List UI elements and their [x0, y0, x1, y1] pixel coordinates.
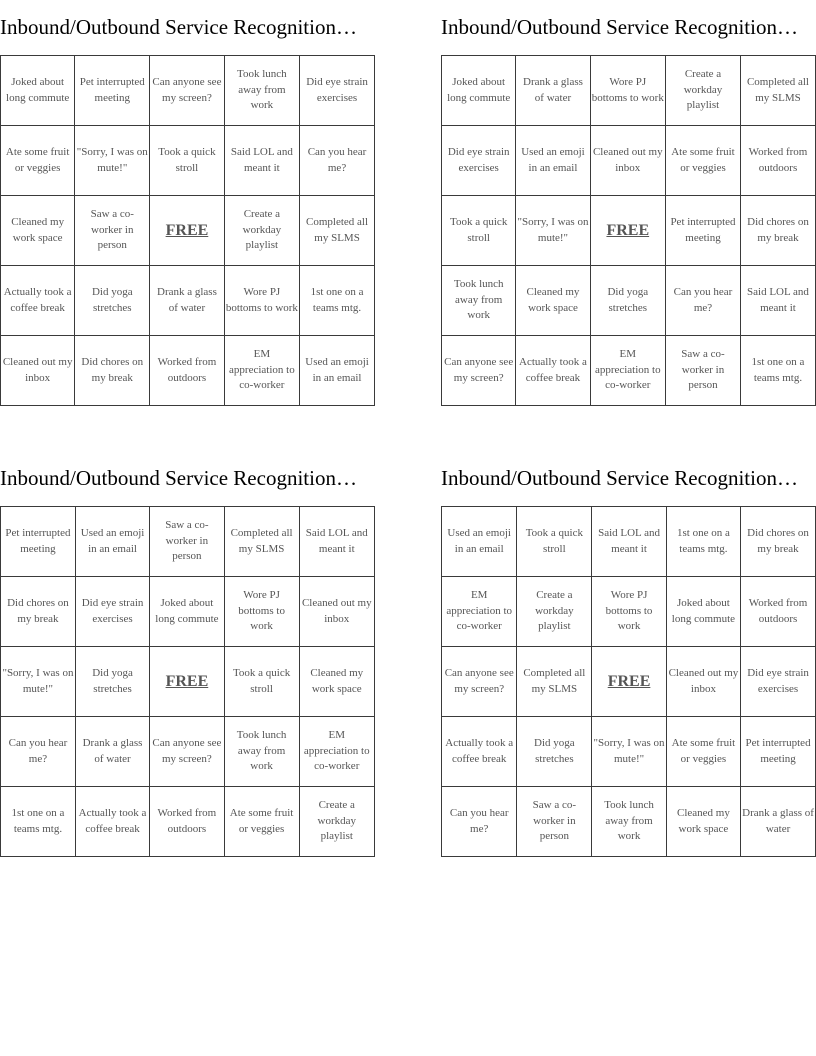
- bingo-cell: Ate some fruit or veggies: [224, 787, 299, 857]
- bingo-grid: [441, 506, 816, 857]
- bingo-cell: Can you hear me?: [300, 126, 375, 196]
- bingo-row: [1, 56, 375, 126]
- bingo-cell: Create a workday playlist: [517, 577, 592, 647]
- bingo-cell: Joked about long commute: [442, 56, 516, 126]
- bingo-cell: Did eye strain exercises: [300, 56, 375, 126]
- bingo-cell: 1st one on a teams mtg.: [666, 507, 740, 577]
- bingo-cell: EM appreciation to co-worker: [299, 717, 374, 787]
- bingo-cell: Joked about long commute: [150, 577, 224, 647]
- bingo-cell: Did chores on my break: [741, 507, 816, 577]
- bingo-cell: Completed all my SLMS: [517, 647, 592, 717]
- bingo-cell: Took a quick stroll: [442, 196, 516, 266]
- bingo-row: [1, 577, 375, 647]
- bingo-cell: Ate some fruit or veggies: [666, 126, 741, 196]
- card-title: Inbound/Outbound Service Recognition…: [441, 15, 798, 39]
- bingo-cell: EM appreciation to co-worker: [442, 577, 517, 647]
- bingo-cell: Pet interrupted meeting: [1, 507, 76, 577]
- bingo-row: [442, 196, 816, 266]
- bingo-cell: Drank a glass of water: [741, 787, 816, 857]
- bingo-cell: Took lunch away from work: [592, 787, 666, 857]
- bingo-cell: 1st one on a teams mtg.: [300, 266, 375, 336]
- bingo-cell: "Sorry, I was on mute!": [1, 647, 76, 717]
- bingo-cell: Cleaned out my inbox: [666, 647, 740, 717]
- bingo-cell: Used an emoji in an email: [442, 507, 517, 577]
- bingo-cell: Saw a co-worker in person: [150, 507, 224, 577]
- bingo-cell: Did yoga stretches: [75, 647, 149, 717]
- bingo-grid: [441, 55, 816, 406]
- bingo-cell: Ate some fruit or veggies: [666, 717, 740, 787]
- bingo-cell: Wore PJ bottoms to work: [224, 266, 299, 336]
- bingo-cell: Drank a glass of water: [516, 56, 590, 126]
- bingo-cell: Cleaned my work space: [299, 647, 374, 717]
- bingo-row: [1, 126, 375, 196]
- bingo-cell: Create a workday playlist: [224, 196, 299, 266]
- bingo-cell: Actually took a coffee break: [442, 717, 517, 787]
- bingo-cell: Create a workday playlist: [299, 787, 374, 857]
- bingo-cell: Pet interrupted meeting: [75, 56, 150, 126]
- bingo-cell: Actually took a coffee break: [1, 266, 75, 336]
- bingo-row: [442, 56, 816, 126]
- bingo-cell: 1st one on a teams mtg.: [740, 336, 815, 406]
- bingo-cell: Cleaned out my inbox: [590, 126, 665, 196]
- bingo-cell: Took a quick stroll: [150, 126, 224, 196]
- bingo-cell: Actually took a coffee break: [516, 336, 590, 406]
- bingo-row: [442, 336, 816, 406]
- bingo-cell: "Sorry, I was on mute!": [75, 126, 150, 196]
- bingo-cell: Completed all my SLMS: [224, 507, 299, 577]
- bingo-cell: Can you hear me?: [1, 717, 76, 787]
- bingo-cell: Cleaned my work space: [666, 787, 740, 857]
- bingo-cell: Took lunch away from work: [224, 56, 299, 126]
- bingo-cell: Completed all my SLMS: [300, 196, 375, 266]
- free-space-cell: FREE: [592, 647, 666, 717]
- bingo-cell: Did chores on my break: [1, 577, 76, 647]
- bingo-cell: Took a quick stroll: [224, 647, 299, 717]
- bingo-cell: Drank a glass of water: [150, 266, 224, 336]
- bingo-cell: Cleaned my work space: [1, 196, 75, 266]
- bingo-cell: 1st one on a teams mtg.: [1, 787, 76, 857]
- bingo-cell: Wore PJ bottoms to work: [592, 577, 666, 647]
- bingo-cell: Worked from outdoors: [741, 577, 816, 647]
- bingo-cell: Ate some fruit or veggies: [1, 126, 75, 196]
- bingo-cell: Wore PJ bottoms to work: [224, 577, 299, 647]
- bingo-cell: Drank a glass of water: [75, 717, 149, 787]
- bingo-cell: Cleaned out my inbox: [1, 336, 75, 406]
- card-title: Inbound/Outbound Service Recognition…: [0, 15, 357, 39]
- bingo-cell: Actually took a coffee break: [75, 787, 149, 857]
- bingo-cell: EM appreciation to co-worker: [224, 336, 299, 406]
- bingo-cell: Said LOL and meant it: [299, 507, 374, 577]
- bingo-row: [1, 266, 375, 336]
- bingo-cell: EM appreciation to co-worker: [590, 336, 665, 406]
- bingo-cell: Pet interrupted meeting: [741, 717, 816, 787]
- bingo-cell: Joked about long commute: [666, 577, 740, 647]
- bingo-cell: Said LOL and meant it: [224, 126, 299, 196]
- free-space-cell: FREE: [150, 196, 224, 266]
- bingo-cell: Cleaned my work space: [516, 266, 590, 336]
- bingo-row: [1, 196, 375, 266]
- bingo-cell: Took lunch away from work: [442, 266, 516, 336]
- bingo-cell: Did chores on my break: [740, 196, 815, 266]
- bingo-cell: Worked from outdoors: [150, 336, 224, 406]
- bingo-cell: "Sorry, I was on mute!": [516, 196, 590, 266]
- bingo-cell: Can anyone see my screen?: [442, 336, 516, 406]
- bingo-row: [442, 647, 816, 717]
- bingo-card-3: [0, 464, 375, 843]
- bingo-grid: [0, 55, 375, 406]
- bingo-cell: Did eye strain exercises: [75, 577, 149, 647]
- free-space-cell: FREE: [590, 196, 665, 266]
- card-title: Inbound/Outbound Service Recognition…: [0, 466, 357, 490]
- bingo-cell: Can you hear me?: [666, 266, 741, 336]
- bingo-cell: Did yoga stretches: [590, 266, 665, 336]
- bingo-cell: "Sorry, I was on mute!": [592, 717, 666, 787]
- bingo-cell: Can anyone see my screen?: [442, 647, 517, 717]
- bingo-cell: Cleaned out my inbox: [299, 577, 374, 647]
- bingo-row: [442, 507, 816, 577]
- bingo-row: [442, 787, 816, 857]
- bingo-cell: Did eye strain exercises: [442, 126, 516, 196]
- bingo-cell: Did eye strain exercises: [741, 647, 816, 717]
- bingo-cell: Saw a co-worker in person: [517, 787, 592, 857]
- free-space-cell: FREE: [150, 647, 224, 717]
- bingo-cell: Can anyone see my screen?: [150, 56, 224, 126]
- bingo-cell: Used an emoji in an email: [75, 507, 149, 577]
- bingo-cell: Worked from outdoors: [150, 787, 224, 857]
- bingo-row: [1, 647, 375, 717]
- bingo-cell: Said LOL and meant it: [740, 266, 815, 336]
- bingo-cell: Took a quick stroll: [517, 507, 592, 577]
- bingo-cell: Worked from outdoors: [740, 126, 815, 196]
- bingo-cell: Can anyone see my screen?: [150, 717, 224, 787]
- bingo-row: [1, 717, 375, 787]
- bingo-card-1: [0, 13, 375, 392]
- bingo-row: [1, 507, 375, 577]
- bingo-card-4: [441, 464, 816, 843]
- bingo-cell: Did yoga stretches: [517, 717, 592, 787]
- bingo-cell: Saw a co-worker in person: [75, 196, 150, 266]
- bingo-cell: Used an emoji in an email: [516, 126, 590, 196]
- bingo-row: [442, 577, 816, 647]
- bingo-cell: Used an emoji in an email: [300, 336, 375, 406]
- bingo-cell: Joked about long commute: [1, 56, 75, 126]
- bingo-row: [1, 787, 375, 857]
- bingo-grid: [0, 506, 375, 857]
- bingo-cell: Saw a co-worker in person: [666, 336, 741, 406]
- bingo-cell: Did yoga stretches: [75, 266, 150, 336]
- bingo-cell: Said LOL and meant it: [592, 507, 666, 577]
- bingo-cell: Create a workday playlist: [666, 56, 741, 126]
- bingo-cell: Completed all my SLMS: [740, 56, 815, 126]
- bingo-cell: Did chores on my break: [75, 336, 150, 406]
- bingo-cell: Wore PJ bottoms to work: [590, 56, 665, 126]
- bingo-cell: Pet interrupted meeting: [666, 196, 741, 266]
- bingo-cell: Took lunch away from work: [224, 717, 299, 787]
- bingo-cell: Can you hear me?: [442, 787, 517, 857]
- bingo-card-2: [441, 13, 816, 392]
- card-title: Inbound/Outbound Service Recognition…: [441, 466, 798, 490]
- bingo-row: [442, 266, 816, 336]
- bingo-row: [442, 126, 816, 196]
- bingo-row: [442, 717, 816, 787]
- bingo-row: [1, 336, 375, 406]
